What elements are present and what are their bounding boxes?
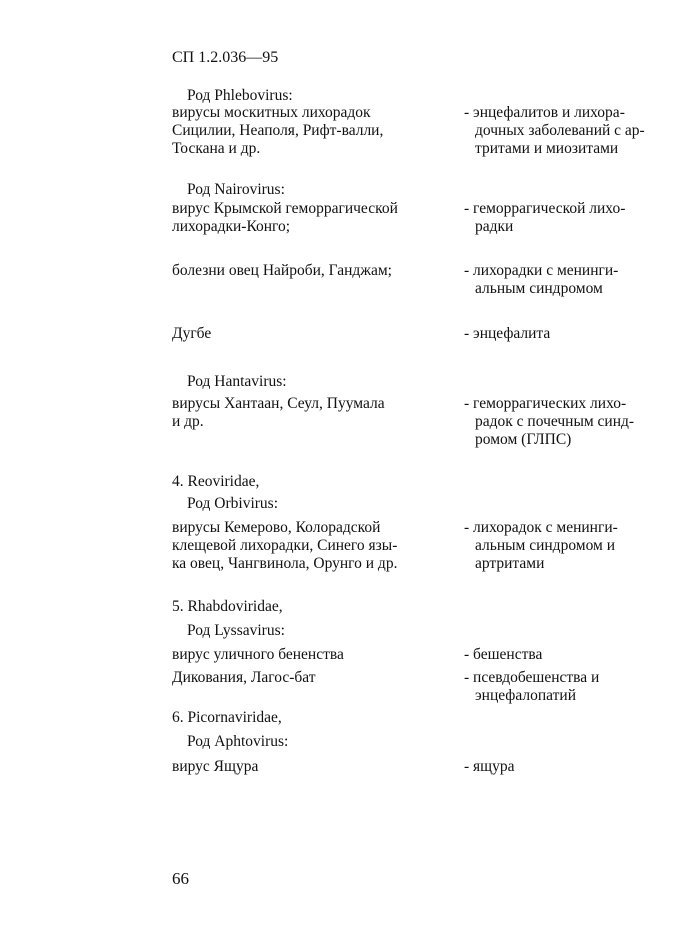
entry-right-line: артритами <box>475 555 545 572</box>
entry-right-line: радки <box>475 218 514 235</box>
entry-left-line: клещевой лихорадки, Синего язы- <box>172 537 398 554</box>
entry-right-line: энцефалопатий <box>475 687 576 704</box>
entry-right-line: - лихорадки с менинги- <box>464 262 619 279</box>
entry-right-line: дочных заболеваний с ар- <box>475 122 645 139</box>
entry-right-line: - ящура <box>464 758 515 775</box>
family-heading: 5. Rhabdoviridae, <box>172 598 283 615</box>
genus-heading: Род Phlebovirus: <box>187 87 293 104</box>
family-heading: 4. Reoviridae, <box>172 473 260 490</box>
entry-right-line: - геморрагической лихо- <box>464 200 626 217</box>
page-number: 66 <box>172 869 189 888</box>
entry-left-line: вирус уличного бененства <box>172 646 344 663</box>
entry-right-line: - лихорадок с менинги- <box>464 519 618 536</box>
entry-right-line: тритами и миозитами <box>475 140 619 157</box>
entry-left-line: вирусы Хантаан, Сеул, Пуумала <box>172 395 385 412</box>
entry-left-line: вирусы москитных лихорадок <box>172 104 371 121</box>
entry-right-line: альным синдромом и <box>475 537 616 554</box>
entry-left-line: Дугбе <box>172 325 212 342</box>
entry-right-line: - энцефалитов и лихора- <box>464 104 625 121</box>
entry-left-line: ка овец, Чангвинола, Орунго и др. <box>172 555 398 572</box>
entry-left-line: вирусы Кемерово, Колорадской <box>172 519 381 536</box>
genus-heading: Род Lyssavirus: <box>187 622 285 639</box>
entry-left-line: Сицилии, Неаполя, Рифт-валли, <box>172 122 384 139</box>
entry-right-line: ромом (ГЛПС) <box>475 431 572 448</box>
entry-right-line: - бешенства <box>464 646 543 663</box>
family-heading: 6. Picornaviridae, <box>172 709 282 726</box>
entry-right-line: - энцефалита <box>464 325 551 342</box>
entry-right-line: - псевдобешенства и <box>464 669 600 686</box>
entry-left-line: Тоскана и др. <box>172 140 261 157</box>
entry-left-line: лихорадки-Конго; <box>172 218 291 235</box>
page-header: СП 1.2.036—95 <box>172 49 279 66</box>
entry-right-line: радок с почечным синд- <box>475 413 635 430</box>
genus-heading: Род Nairovirus: <box>187 181 285 198</box>
genus-heading: Род Orbivirus: <box>187 495 279 512</box>
entry-left-line: вирус Ящура <box>172 758 259 775</box>
entry-left-line: Дикования, Лагос-бат <box>172 669 316 686</box>
entry-left-line: болезни овец Найроби, Ганджам; <box>172 262 392 279</box>
entry-left-line: и др. <box>172 413 204 430</box>
entry-right-line: альным синдромом <box>475 280 603 297</box>
genus-heading: Род Hantavirus: <box>187 373 287 390</box>
genus-heading: Род Aphtovirus: <box>187 733 289 750</box>
entry-right-line: - геморрагических лихо- <box>464 395 627 412</box>
entry-left-line: вирус Крымской геморрагической <box>172 200 398 217</box>
